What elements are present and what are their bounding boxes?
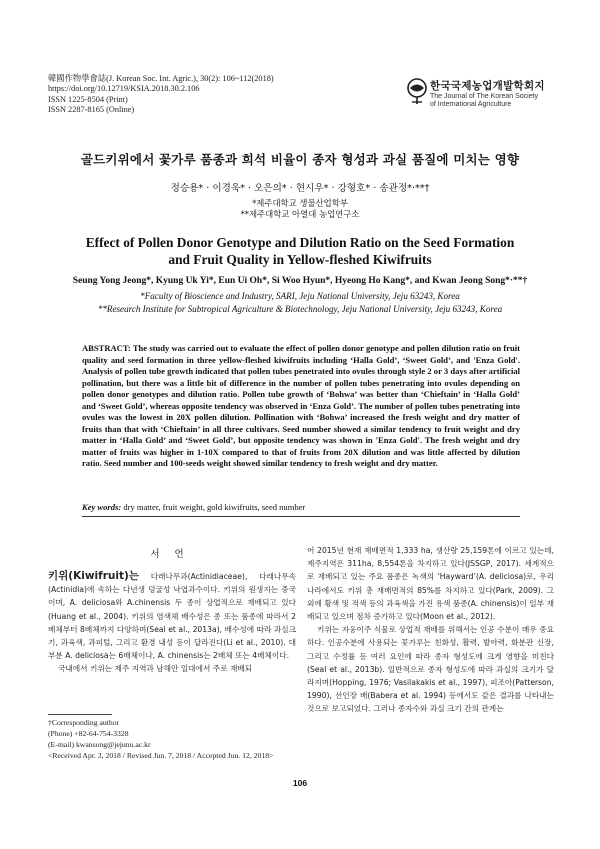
paragraph: 어 2015년 현재 재배면적 1,333 ha, 생산량 25,159톤에 이르고 있는데, 제주지역은 311ha, 8,554톤을 차지하고 있다(JSSGP, 2017). 세계적으로 재배되고 있는 주요 품종은 녹색의 ‘Hayward’(A. deliciosa)로, 우리나라에서도 키위 총 재배면적의 85%를 차지하고 있다(Park, 2009). 그 외에 황색 및 적색 등의 과육색을 가진 유색 품종(A. chinensis)이 일부 재배되고 있으며 점차 증가하고 있다(Moon et al., 2012).: [307, 546, 554, 622]
affiliation-ko-2: **제주대학교 아열대 농업연구소: [240, 209, 360, 219]
society-name-en: The Journal of The Korean Society of International Agriculture: [430, 93, 539, 109]
lead-term: 키위(Kiwifruit)는: [48, 570, 139, 582]
affiliations-ko: [0, 198, 600, 220]
society-name-ko: 한국국제농업개발학회지: [430, 80, 545, 92]
paragraph: 키위는 자웅이주 식물로 상업적 재배를 위해서는 인공 수분이 매우 중요하다. 인공수분에 사용되는 꽃가루는 친화성, 활력, 발아력, 화분관 신장, 그리고 수정률 등 여러 요인에 따라 종자 형성도에 크게 영향을 미친다(Seal et al., 2013b). 일반적으로 종자 형성도에 따라 과실의 크기가 달라지며(Hopping, 1976; Vasilakakis et al., 1997), 피조아(Patterson, 1990), 선인장 배(Babera et al. 1994) 등에서도 같은 결과를 나타내는 것으로 보고되었다. 그러나 종자수와 과실 크기 간의 관계는: [307, 625, 554, 714]
page-number: 106: [292, 778, 308, 788]
paper-title-en: Effect of Pollen Donor Genotype and Dilution Ratio on the Seed Formation and Fruit Quality in Yellow-fleshed Kiwifruits: [85, 235, 515, 267]
affiliation-ko-1: *제주대학교 생물산업학부: [252, 198, 348, 208]
society-logo-icon: [406, 77, 428, 105]
author-email[interactable]: (E-mail) kwansong@jejunu.ac.kr: [48, 740, 151, 749]
paper-title-ko: 골드키위에서 꽃가루 품종과 희석 비율이 종자 형성과 과실 품질에 미치는 영향: [80, 152, 520, 167]
section-title-introduction: 서 언: [150, 549, 190, 560]
issn-print: ISSN 1225-8504 (Print): [48, 94, 128, 104]
received-dates: <Received Apr. 3, 2018 / Revised Jun. 7, 2018 / Accepted Jun. 12, 2018>: [48, 751, 274, 760]
abstract-divider: [82, 516, 520, 517]
affiliations-en: [0, 290, 600, 316]
affiliation-en-2: **Research Institute for Subtropical Agriculture & Biotechnology, Jeju National University, Jeju 63243, Korea: [97, 304, 503, 314]
authors-ko: 정승용* · 이경욱* · 오은의* · 현시우* · 강형호* · 송관정*·**†: [170, 183, 430, 194]
journal-citation: 韓國作物學會誌(J. Korean Soc. Int. Agric.), 30(2): 106~112(2018): [48, 74, 274, 83]
corresponding-author: †Corresponding author: [48, 718, 120, 727]
paragraph: 키위(Kiwifruit)는 다래나무과(Actinidiaceae), 다래나무속(Actinidia)에 속하는 다년생 덩굴성 낙엽과수이다. 키위의 원생지는 중국이며, A. deliciosa와 A.chinensis 두 종이 상업적으로 재배되고 있다(Huang et al., 2004). 키위의 염색체 배수성은 종 또는 품종에 따라서 2배체부터 8배체까지 다양하며(Seal et al., 2013a), 배수성에 따라 과실크기, 과육색, 과피털, 그리고 환경 내성 등이 달라진다(Li et al., 2010). 대부분 A. deliciosa는 6배체이나, A. chinensis는 2배체 또는 4배체이다.: [48, 570, 296, 661]
journal-header: [48, 74, 274, 116]
keywords: [82, 502, 520, 512]
paragraph: 국내에서 키위는 제주 지역과 남해안 일대에서 주로 재배되: [58, 664, 253, 674]
body-column-right: [307, 544, 554, 716]
authors-en: Seung Yong Jeong*, Kyung Uk Yi*, Eun Ui Oh*, Si Woo Hyun*, Hyeong Ho Kang*, and Kwan Jeong Song*·**†: [72, 276, 528, 286]
affiliation-en-1: *Faculty of Bioscience and Industry, SARI, Jeju National University, Jeju 63243, Korea: [140, 291, 460, 301]
keywords-list: dry matter, fruit weight, gold kiwifruits, seed number: [123, 502, 306, 512]
issn-online: ISSN 2287-8165 (Online): [48, 105, 135, 115]
author-phone: (Phone) +82-64-754-3328: [48, 729, 129, 738]
footnote: [48, 717, 273, 761]
keywords-label: Key words:: [82, 502, 122, 512]
abstract: ABSTRACT: The study was carried out to evaluate the effect of pollen donor genotype and pollen dilution ratio on fruit quality and seed formation in three yellow-fleshed kiwifruits including ‘Halla Gold’, ‘Sweet Gold’, and 'Enza Gold'. Analysis of pollen tube growth indicated that pollen tubes penetrated into ovules through style 2 or 3 days after artificial pollination, but there was a little bit of difference in the number of pollen tubes penetrating into ovules depending on pollen donor genotypes and dilution ratio. Pollen tube growth of ‘Bohwa’ was better than ‘Chieftain’ in ‘Halla Gold’ and ‘Sweet Gold’, whereas opposite tendency was observed in ‘Enza Gold’. The number of pollen tubes penetrating into ovules was the lowest in 20X pollen dilution. Pollination with ‘Bohwa’ increased the fresh weight and dry matter of fruits than that with ‘Chieftain’ in all three cultivars. Seed number showed a similar tendency to fruit weight and dry matter in ‘Halla Gold’ and ‘Sweet Gold’, but opposite tendency was shown in 'Enza Gold'. The fresh weight and dry matter of fruits was higher in 1-10X compared to that of fruits from 20X dilution and was little affected by dilution ratio. Seed number and 100-seeds weight showed similar tendency to fresh weight and dry matter.: [82, 343, 520, 469]
doi-link[interactable]: https://doi.org/10.12719/KSIA.2018.30.2.106: [48, 84, 200, 94]
body-column-left: [48, 570, 296, 676]
footnote-divider: [48, 714, 112, 715]
